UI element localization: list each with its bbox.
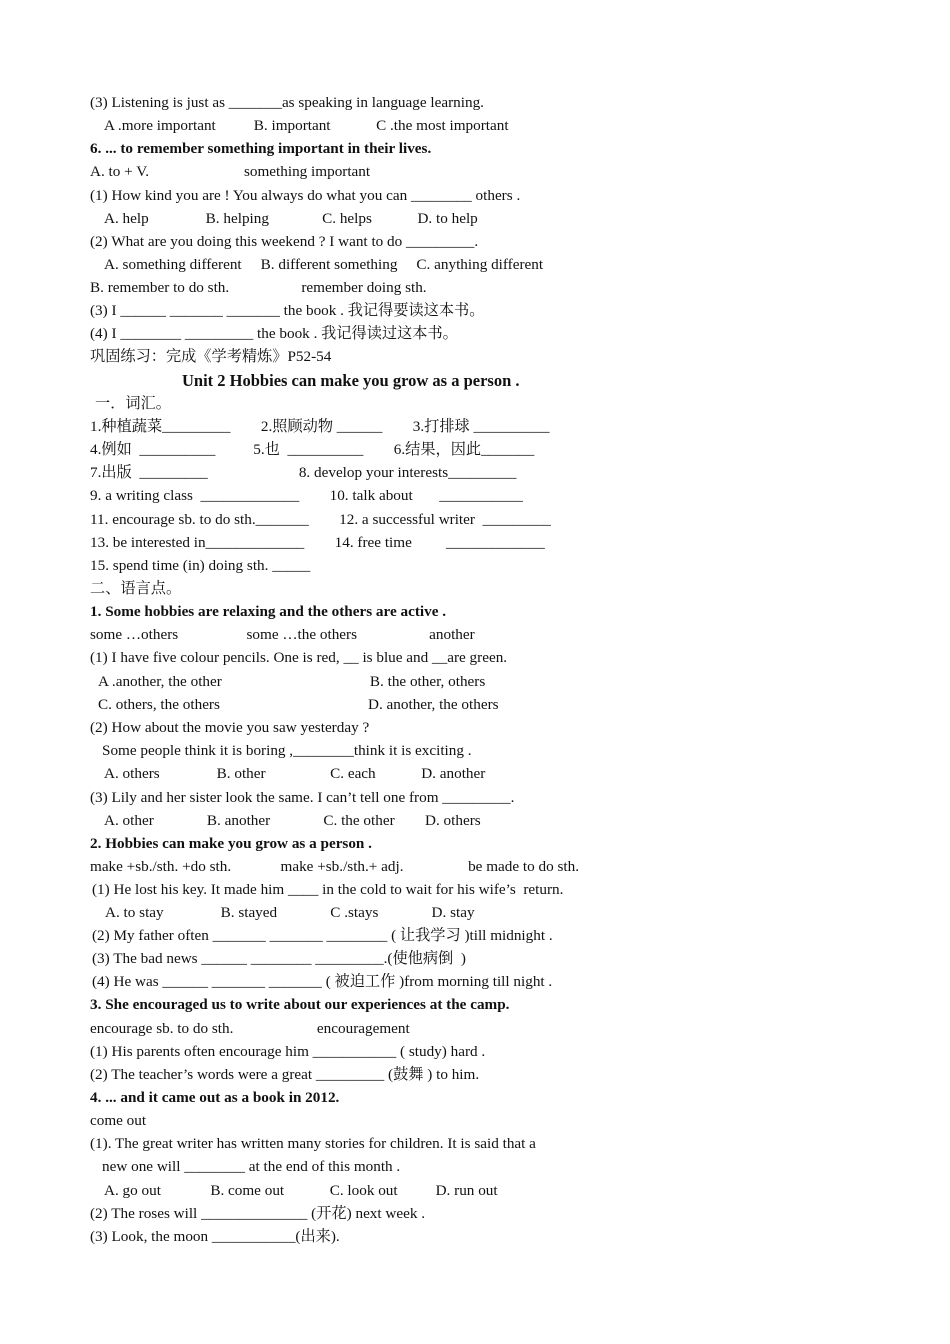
text-line: (4) He was ______ _______ _______ ( 被迫工作 )from morning till night . — [92, 973, 553, 990]
text-line: some …others some …the others another — [90, 626, 475, 643]
text-line: make +sb./sth. +do sth. make +sb./sth.+ adj. be made to do sth. — [90, 858, 580, 875]
text-line: 一．词汇。 — [95, 395, 171, 412]
text-line: A. go out B. come out C. look out D. run out — [104, 1182, 498, 1199]
text-line: new one will ________ at the end of this month . — [102, 1158, 401, 1175]
text-line: (1) He lost his key. It made him ____ in the cold to wait for his wife’s return. — [92, 881, 564, 898]
text-line: encourage sb. to do sth. encouragement — [90, 1020, 410, 1037]
text-line: (1) How kind you are ! You always do what you can ________ others . — [90, 187, 521, 204]
text-line: A .more important B. important C .the most important — [104, 117, 509, 134]
text-line: A. to stay B. stayed C .stays D. stay — [105, 904, 475, 921]
text-line: (2) My father often _______ _______ ________ ( 让我学习 )till midnight . — [92, 927, 553, 944]
section-heading: 2. Hobbies can make you grow as a person . — [90, 835, 372, 852]
text-line: (1). The great writer has written many stories for children. It is said that a — [90, 1135, 536, 1152]
section-heading: 3. She encouraged us to write about our experiences at the camp. — [90, 996, 510, 1013]
text-line: (3) Listening is just as _______as speaking in language learning. — [90, 94, 484, 111]
text-line: C. others, the others D. another, the others — [98, 696, 499, 713]
section-heading: 1. Some hobbies are relaxing and the others are active . — [90, 603, 447, 620]
text-line: A. other B. another C. the other D. others — [104, 812, 481, 829]
text-line: 7.出版 _________ 8. develop your interests_________ — [90, 464, 517, 481]
text-line: 9. a writing class _____________ 10. talk about ___________ — [90, 487, 523, 504]
text-line: (2) How about the movie you saw yesterday ? — [90, 719, 370, 736]
unit-title: Unit 2 Hobbies can make you grow as a person . — [182, 371, 520, 390]
text-line: A. to + V. something important — [90, 163, 371, 180]
text-line: (3) Lily and her sister look the same. I can’t tell one from _________. — [90, 789, 515, 806]
text-line: A. something different B. different something C. anything different — [104, 256, 544, 273]
text-line: 4.例如 __________ 5.也 __________ 6.结果，因此_______ — [90, 441, 535, 458]
section-heading: 4. ... and it came out as a book in 2012. — [90, 1089, 340, 1106]
text-line: (2) The roses will ______________ (开花) next week . — [90, 1205, 426, 1222]
text-line: A. help B. helping C. helps D. to help — [104, 210, 478, 227]
text-line: 二、语言点。 — [90, 580, 182, 597]
text-line: Some people think it is boring ,________think it is exciting . — [102, 742, 472, 759]
text-line: (1) I have five colour pencils. One is red, __ is blue and __are green. — [90, 649, 508, 666]
text-line: (3) Look, the moon ___________(出来). — [90, 1228, 340, 1245]
text-line: (1) His parents often encourage him ___________ ( study) hard . — [90, 1043, 486, 1060]
text-line: 13. be interested in_____________ 14. free time _____________ — [90, 534, 545, 551]
text-line: 15. spend time (in) doing sth. _____ — [90, 557, 311, 574]
text-line: come out — [90, 1112, 147, 1129]
text-line: (4) I ________ _________ the book . 我记得读过这本书。 — [90, 325, 458, 342]
text-line: 1.种植蔬菜_________ 2.照顾动物 ______ 3.打排球 __________ — [90, 418, 550, 435]
text-line: B. remember to do sth. remember doing sth. — [90, 279, 427, 296]
text-line: (2) The teacher’s words were a great _________ (鼓舞 ) to him. — [90, 1066, 480, 1083]
text-line: (3) I ______ _______ _______ the book . 我记得要读这本书。 — [90, 302, 485, 319]
text-line: (3) The bad news ______ ________ _________.(使他病倒 ) — [92, 950, 466, 967]
section-heading: 6. ... to remember something important in their lives. — [90, 140, 432, 157]
text-line: (2) What are you doing this weekend ? I want to do _________. — [90, 233, 479, 250]
text-line: 巩固练习：完成《学考精炼》P52-54 — [90, 348, 332, 365]
text-line: A. others B. other C. each D. another — [104, 765, 486, 782]
text-line: A .another, the other B. the other, others — [98, 673, 486, 690]
text-line: 11. encourage sb. to do sth._______ 12. a successful writer _________ — [90, 511, 551, 528]
